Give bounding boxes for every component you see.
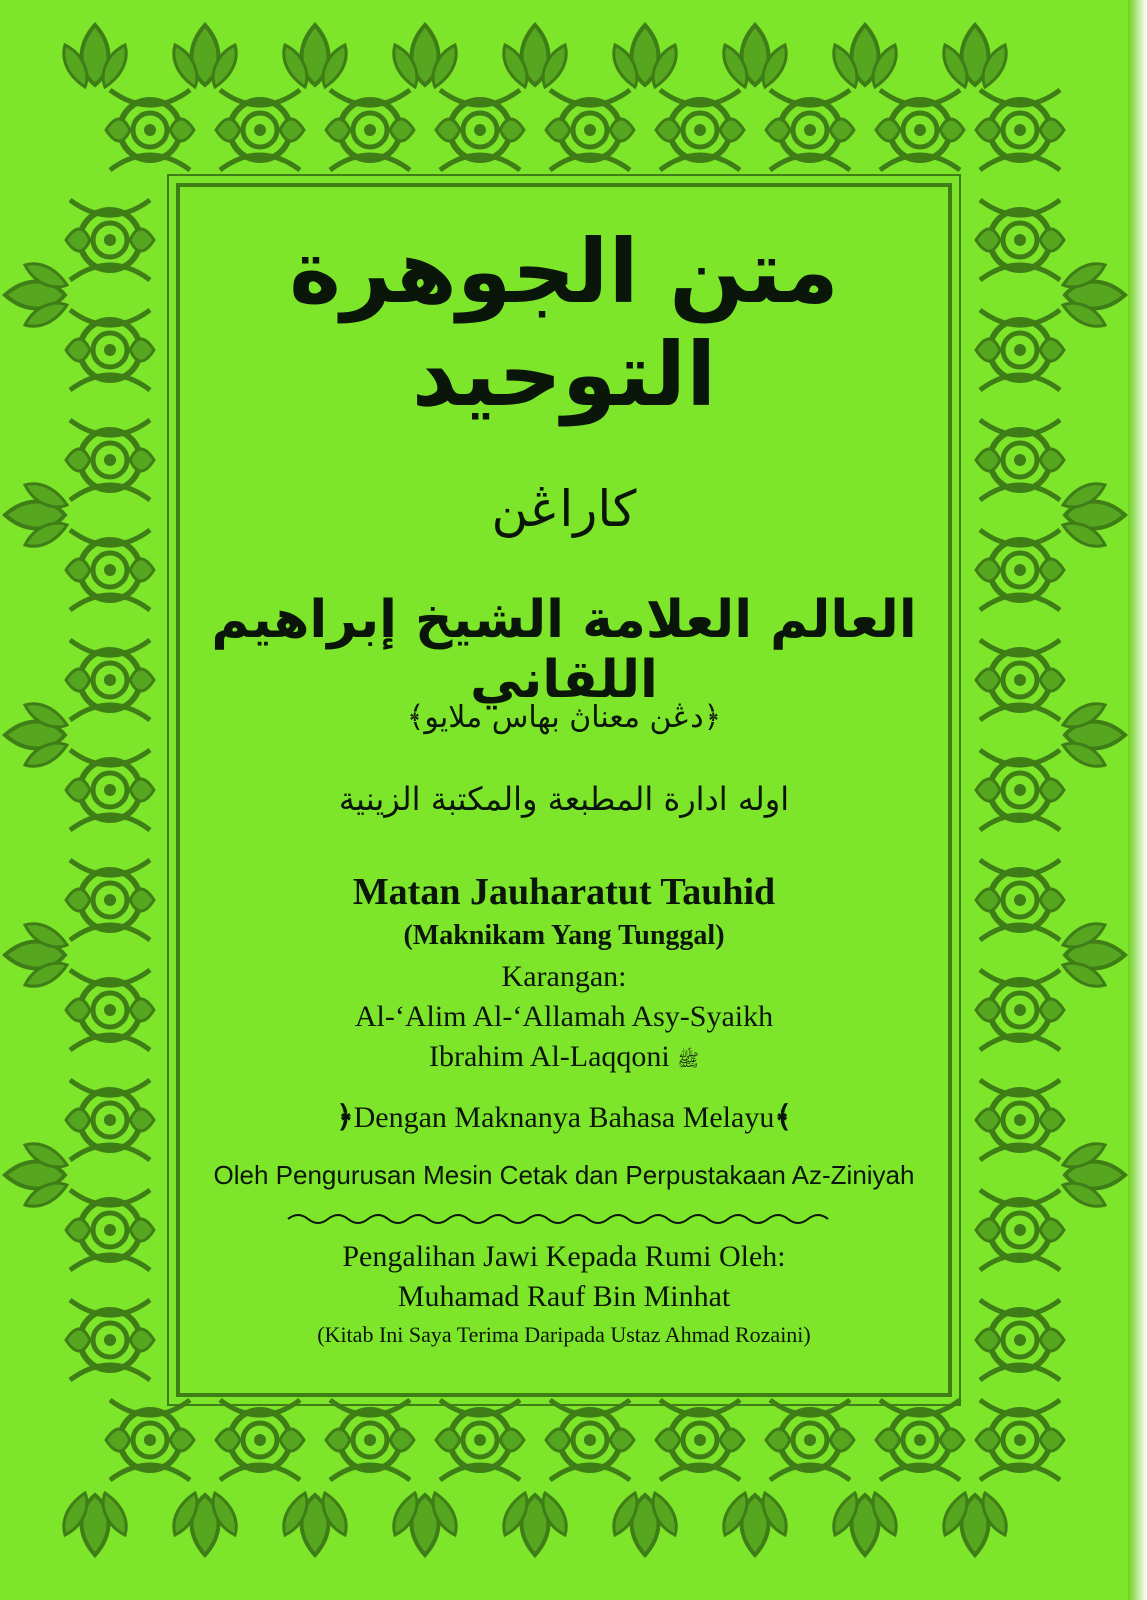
ornamental-divider-icon <box>283 1210 843 1228</box>
author-line-2 <box>188 1040 940 1075</box>
language-note-text: Dengan Maknanya Bahasa Melayu <box>353 1101 775 1134</box>
publisher: Oleh Pengurusan Mesin Cetak dan Perpustakaan Az-Ziniyah <box>213 1160 915 1190</box>
author-line-1: Al-‘Alim Al-‘Allamah Asy-Syaikh <box>354 1000 774 1033</box>
subtitle: (Maknikam Yang Tunggal) <box>403 920 725 951</box>
main-title: Matan Jauharatut Tauhid <box>352 871 776 913</box>
language-note <box>188 1100 940 1135</box>
transliteration-label: Pengalihan Jawi Kepada Rumi Oleh: <box>342 1240 786 1273</box>
page-edge <box>1128 0 1147 1600</box>
arabic-karangan: كاراڠن <box>491 480 637 538</box>
kitab-note: (Kitab Ini Saya Terima Daripada Ustaz Ahmad Rozaini) <box>317 1322 811 1347</box>
arabic-makna: ﴿دڠن معناڽ بهاس ملايو﴾ <box>406 700 722 735</box>
bracket-open: ﴿ <box>336 1101 354 1134</box>
karangan-label: Karangan: <box>501 960 627 993</box>
cover-text-area <box>188 190 940 1390</box>
arabic-publisher: اوله ادارة المطبعة والمكتبة الزينية <box>338 780 790 818</box>
bracket-close: ﴾ <box>774 1101 792 1134</box>
arabic-title: متن الجوهرة التوحيد <box>289 220 839 426</box>
translator-name: Muhamad Rauf Bin Minhat <box>397 1280 731 1313</box>
author-name: Ibrahim Al-Laqqoni <box>428 1040 670 1073</box>
honorific-icon: ﷺ <box>677 1050 700 1070</box>
arabic-author: العالم العلامة الشيخ إبراهيم اللقاني <box>211 590 917 710</box>
